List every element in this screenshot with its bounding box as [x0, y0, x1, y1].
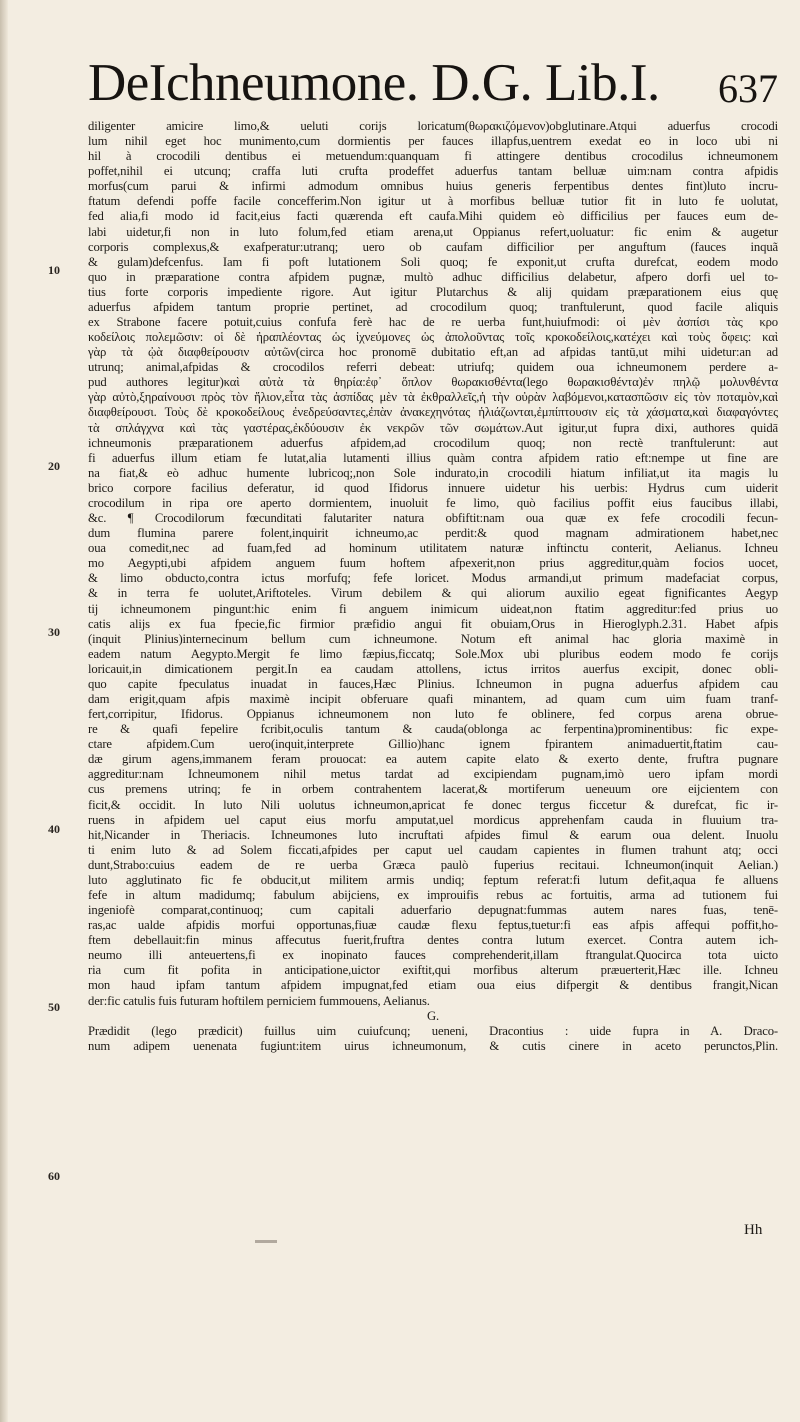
margin-number: 30 [48, 625, 60, 639]
text-line: oua comedit,nec ad fuam,fed ad hominum utilitatem naturæ inftinctu conterit, Aelianus. Ichneu [88, 541, 778, 556]
text-line: ftatum defendi poffe facile concefferim.Non igitur ut à morfibus belluæ tutior fit in luto fe uolutat, [88, 194, 778, 209]
text-line: & limo obducto,contra ictus morfufq; fefe loricet. Modus armandi,ut primum madefaciat corpus, [88, 571, 778, 586]
text-line: loricauit,in dimicationem pergit.In ea caudam attollens, ictus irritos auerfus excipit, donec obli- [88, 661, 778, 676]
margin-number: 20 [48, 459, 60, 473]
text-line: διαφθείρουσι. Τοὺς δὲ κροκοδείλους ἐνεδρεύσαντες,ἐπὰν ἀνακεχηνότας ἡλιάζωνται,ἐμπίπτουσιν εἰς τὰ χάσματα,καὶ διαφαγόντες [88, 405, 778, 420]
text-line: (inquit Plinius)internecinum bellum cum ichneumone. Notum eft animal hac gloria maximè in [88, 631, 778, 646]
text-line: fi aduerfus illum etiam fe lutat,alia lutamenti illius quàm contra afpidem ratio eft:nempe ut fine are [88, 450, 778, 465]
ink-smudge [255, 1240, 277, 1243]
text-line: aggreditur:nam Ichneumonem nihil metus tardat ad excipiendam pugnam,imò uero ipfam mordi [88, 767, 778, 782]
text-line: κοδείλοις πολεμῶσιν: οἱ δὲ ἠραπλέοντας ὡς ἰχνεύμονες ὡς ἀπολοῦντας τοῖς κροκοδείλοις,κατέχει καὶ τοὺς ὄφεις: καὶ [88, 330, 778, 345]
text-line: & in terra fe uolutet,Ariftoteles. Virum debilem & qui aliorum auxilio egeat fignificantes Aegyp [88, 586, 778, 601]
text-line: dum flumina parere folent,inquirit ichneumo,ac perdit:& quod magnam admirationem habet,nec [88, 526, 778, 541]
text-line: tius forte corporis impediente rigore. Aut igitur Plutarchus & alij quidam præparationem eius quę [88, 284, 778, 299]
text-line: ficit,& occidit. In luto Nili uolutus ichneumon,apricat fe donec tergus ficcetur & durefcat, fic ir- [88, 797, 778, 812]
running-head: DeIchneumone. D.G. Lib.I. [88, 54, 660, 112]
text-line: ingeniofè comparat,continuoq; cum capitali aduerfario depugnat:fummas autem nares fuas, tenē- [88, 903, 778, 918]
margin-number: 10 [48, 263, 60, 277]
text-line: eadem natum Aegypto.Mergit fe limo fæpius,ficcatq; Sole.Mox ubi pluribus eodem modo fe corijs [88, 646, 778, 661]
text-line: mon haud ipfam tantum afpidem impugnat,fed etiam oua eius difpergit & dentibus frangit,Nican [88, 978, 778, 993]
catchword: Hh [744, 1222, 763, 1238]
text-line: quo in præparatione contra afpidem pugnæ, multò adhuc difficilius delabetur, afpero dorfi uel to- [88, 269, 778, 284]
text-line: na fiat,& eò adhuc humente lubricoq;,non Sole indurato,in crocodili hiatum infiliat,ut ita magis lu [88, 465, 778, 480]
text-line: utrunq; animal,afpidas & crocodilos referri debeat: utriufq; quidem oua ichneumonem perdere a- [88, 360, 778, 375]
text-line: ruens in afpidem uel caput eius morfu amputat,uel mordicus apprehenfam cauda in fluuium tra- [88, 812, 778, 827]
text-line: ctare afpidem.Cum uero(inquit,interprete Gillio)hanc ignem fpirantem animaduertit,ftatim cau- [88, 737, 778, 752]
text-line: poffet,nihil ei utcunq; craffa luti crufta prodeffet aduerfus tantam belluæ uim:nam contra afpidis [88, 164, 778, 179]
text-line: catis alijs ex fua fpecie,fic firmior præfidio angui fit obuiam,Orus in Hieroglyph.2.31. Habet afpis [88, 616, 778, 631]
text-line: Prædidit (lego prædicit) fuillus uim cuiufcunq; ueneni, Dracontius : uide fupra in A. Draco- [88, 1023, 778, 1038]
text-line: ria cum fit pofita in anticipatione,uictor exiftit,qui morfibus alterum præuerterit,Hæc ille. Ichneu [88, 963, 778, 978]
margin-number: 40 [48, 822, 60, 836]
body-text [88, 119, 778, 1054]
text-line: lum nihil eget hoc munimento,cum dormientis per fauces illapfus,uentrem exedat eo in loco ubi ni [88, 134, 778, 149]
text-line: γὰρ τὰ ᾠὰ διαφθείρουσιν αὐτῶν(circa hoc pronomē dubitatio eft,an ad afpidas tantū,ut mihi uidetur:an ad [88, 345, 778, 360]
text-line: τὰ σπλάγχνα καὶ τὰς γαστέρας,ἐκδύουσιν ἐκ νεκρῶν τῶν σωμάτων.Aut igitur,ut fupra dixi, authores quidā [88, 420, 778, 435]
page-number: 637 [718, 66, 778, 111]
section-mark: G. [426, 1008, 440, 1023]
text-line: fed alia,fi modo id facit,eius facti quærenda eft caufa.Mihi quidem eò difficilius per fauces eum de- [88, 209, 778, 224]
text-line: dam erigit,quam afpis maximè incipit obferuare quafi minantem, ad quam cum uim fuam tranf- [88, 691, 778, 706]
margin-number: 60 [48, 1169, 60, 1183]
text-line: quo capite fpeculatus inuadat in fauces,Hæc Plinius. Ichneumon in pugna aduerfus afpidem cau [88, 676, 778, 691]
text-line: mo Aegypti,ubi afpidem anguem fuum hoftem afpexerit,non prius aggreditur,quàm focios uocet, [88, 556, 778, 571]
text-line: neumo illi anteuertens,fi ex inopinato fauces comprehenderit,illam ftrangulat.Quocirca tota uicto [88, 948, 778, 963]
text-line: diligenter amicire limo,& ueluti corijs loricatum(θωρακιζόμενον)obglutinare.Atqui aduerfus crocodi [88, 119, 778, 133]
text-line: hil à crocodili dentibus ei metuendum:quanquam fi attingere dentibus crocodilus ichneumonem [88, 149, 778, 164]
margin-number: 50 [48, 1000, 60, 1014]
text-line: ti enim luto & ad Solem ficcati,afpides per caput uel caudam capientes in flumen trahunt atq; occi [88, 842, 778, 857]
text-line: ex Strabone facere potuit,cuius confufa ferè hac de re uerba funt,huiufmodi: οἱ μὲν ἀσπίσι τὰς κρο [88, 315, 778, 330]
text-line: ftem debellauit:fin minus affecutus fuerit,fruftra dentes contra lutum exercet. Contra autem ich- [88, 933, 778, 948]
text-line: crocodilum in ripa ore aperto dormientem, inuoluit fe limo, quò facilius poffit eius faucibus illabi, [88, 495, 778, 510]
text-line: pud authores legitur)καὶ αὐτὰ τὰ θηρία:ἐφ᾽ ὅπλον θωρακισθέντα(lego θωρακισθέντα)ἐν πηλῷ μολυνθέντα [88, 375, 778, 390]
text-line: re & quafi fepelire fcribit,oculis tantum & cauda(oblonga ac ferpentina)prominentibus: fic expe- [88, 722, 778, 737]
text-line: dæ girum agens,immanem feram prouocat: ea autem capite elato & exerto dente, fruftra pugnare [88, 752, 778, 767]
text-line: tij ichneumonem pingunt:hic enim fi anguem inimicum uideat,non ftatim aggreditur:fed prius uo [88, 601, 778, 616]
text-line: brico corpore facilius deferatur, id quod Ifidorus innuere uidetur his uerbis: Hydrus cum uiderit [88, 480, 778, 495]
text-line: &c. ¶ Crocodilorum fœcunditati falutariter natura obfiftit:nam oua quæ ex fefe crocodili fecun- [88, 511, 778, 526]
text-line: fefe in altum madidumq; fabulum abijciens, ex improuifis rebus ac fortuitis, arma ad tutionem fui [88, 887, 778, 902]
binding-shadow [0, 0, 8, 1422]
text-line: der:fic catulis fuis futuram hoftilem perniciem fummouens, Aelianus. [88, 993, 430, 1008]
text-line: ras,ac ualde afpidis morfui opportunas,fiuæ caudæ flexu feptus,tuetur:fi eas afpis affequi poffit,ho- [88, 918, 778, 933]
text-line: & gulam)defcenfus. Iam fi poft lutationem Soli quoq; fe exponit,ut crufta durefcat, eodem modo [88, 254, 778, 269]
text-line: dunt,Strabo:cuius eadem de re uerba Græca paulò fuperius recitaui. Ichneumon(inquit Aelian.) [88, 857, 778, 872]
text-line: cus premens utrinq; fe in orbem contrahentem lacerat,& mortiferum ueneuum ore eijcientem con [88, 782, 778, 797]
text-line: fert,corripitur, Ifidorus. Oppianus ichneumonem non luto fe oblinere, fed corpus arena obrue- [88, 707, 778, 722]
text-line: num adipem uenenata fugiunt:item uirus ichneumonum, & cutis cinere in aceto perunctos,Plin. [88, 1038, 778, 1053]
text-line: aduerfus afpidem tantum proprie pertinet, ad crocodilum quoq; tranftulerunt, quod facile aliquis [88, 299, 778, 314]
page-header [88, 52, 778, 114]
text-line: γὰρ αὐτὸ,ξηραίνουσι πρὸς τὸν ἥλιον,εἶτα τὰς ἀσπίδας μὲν τὰ ἐκθραλλεῖς,ἡ τὴν οὐρὰν λαβόμενοι,κατασπῶσιν εἰς τὸν ποταμὸν,καὶ [88, 390, 778, 405]
text-line: labi uidetur,fi non in luto folum,fed etiam arena,ut Oppianus refert,uoluatur: fic enim & augetur [88, 224, 778, 239]
text-line: luto agglutinato fic fe obducit,ut militem armis undiq; feptum referat:fi lutum defit,aqua fe alluens [88, 872, 778, 887]
text-line: corporis complexus,& exafperatur:utranq; uero ob caufam difficilior per anguftum (fauces inquã [88, 239, 778, 254]
text-line: hit,Nicander in Theriacis. Ichneumones luto incruftati afpides fimul & earum oua delent. Inuolu [88, 827, 778, 842]
text-line: ichneumonis præparationem aduerfus afpidem,ad crocodilum quoq; non rectè tranftulerunt: aut [88, 435, 778, 450]
text-line: morfus(cum parui & infirmi admodum omnibus huius generis ferpentibus dentes fint)luto incru- [88, 179, 778, 194]
